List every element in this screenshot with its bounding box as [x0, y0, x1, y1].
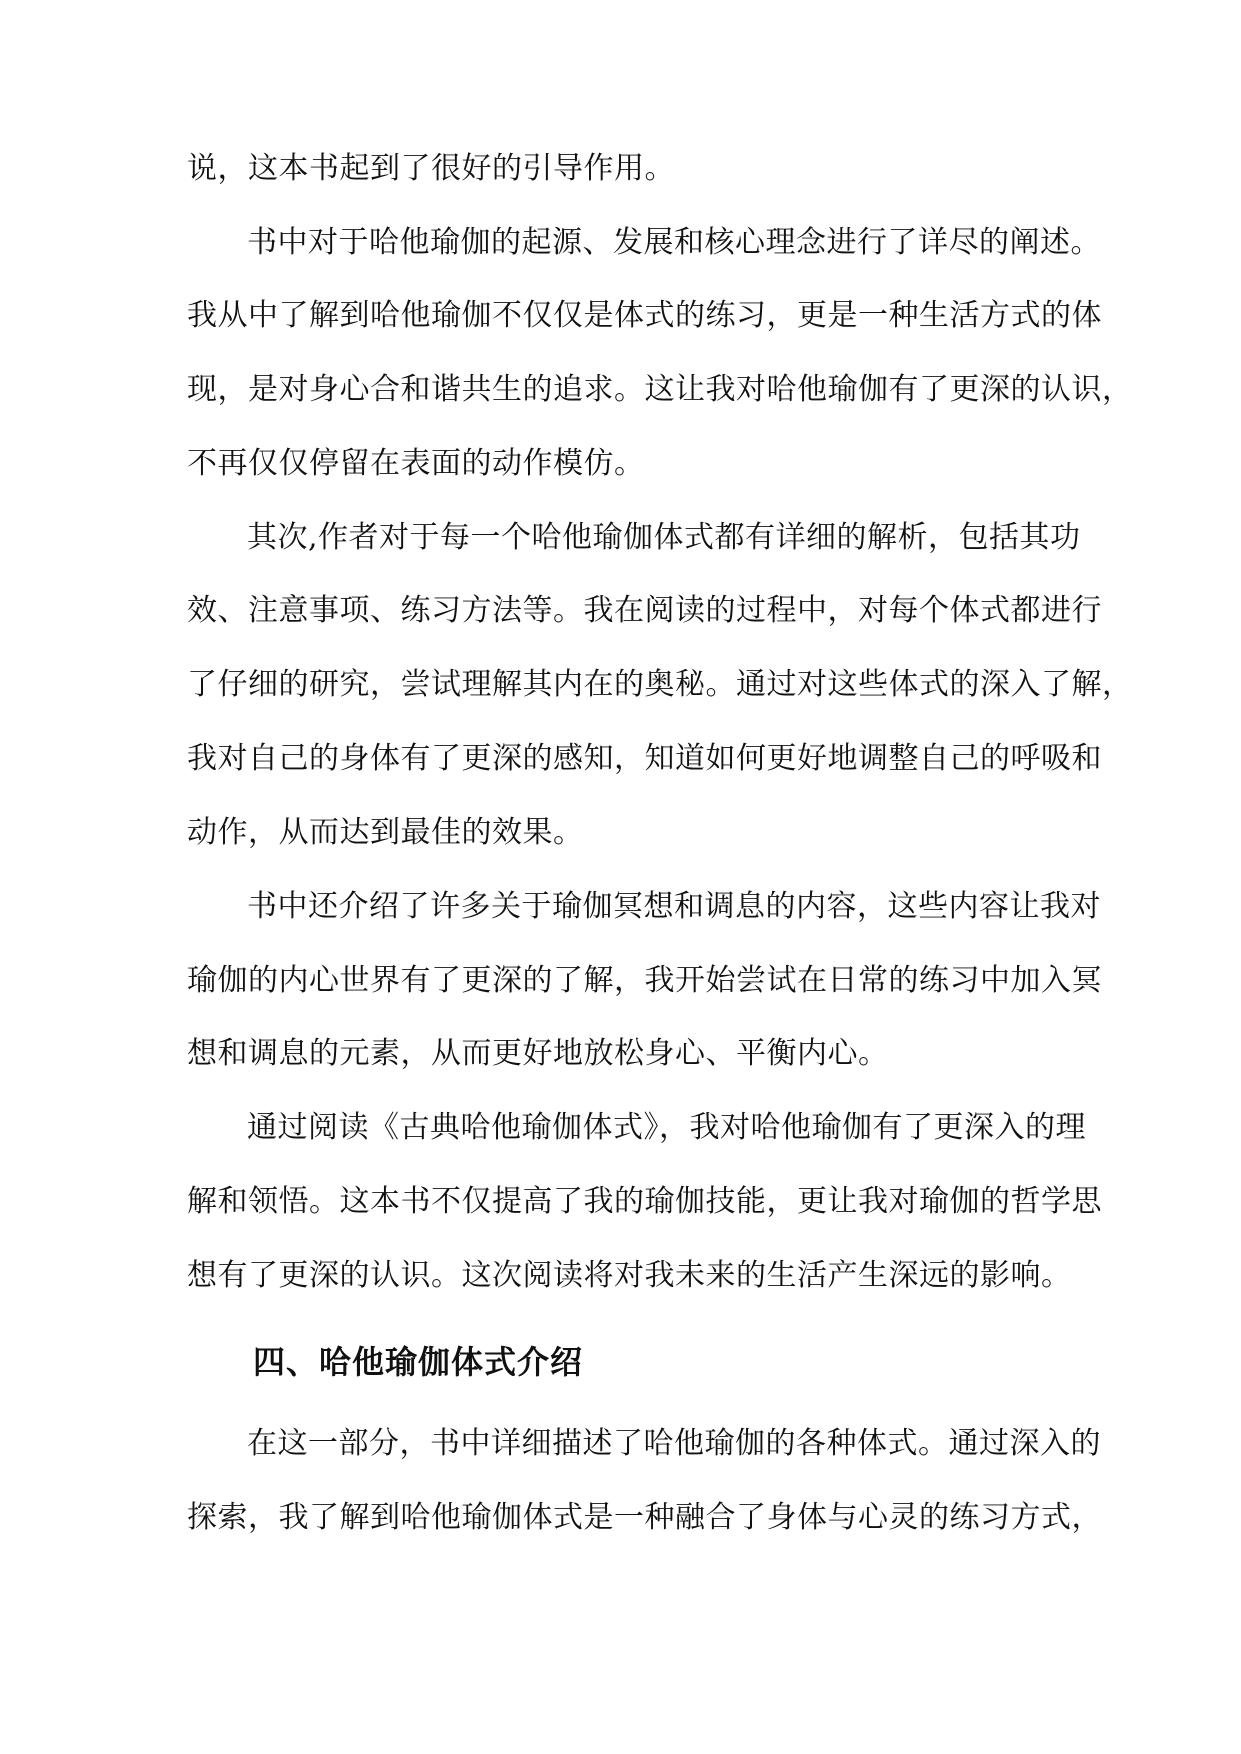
section-heading: 四、哈他瑜伽体式介绍 [253, 1343, 584, 1381]
paragraph-line: 效、注意事项、练习方法等。我在阅读的过程中，对每个体式都进行 [187, 593, 1102, 628]
paragraph-line: 现，是对身心合和谐共生的追求。这让我对哈他瑜伽有了更深的认识， [187, 372, 1133, 407]
paragraph-line: 解和领悟。这本书不仅提高了我的瑜伽技能，更让我对瑜伽的哲学思 [187, 1184, 1102, 1219]
paragraph-line: 其次,作者对于每一个哈他瑜伽体式都有详细的解析，包括其功 [247, 520, 1081, 555]
paragraph-line: 通过阅读《古典哈他瑜伽体式》，我对哈他瑜伽有了更深入的理 [247, 1110, 1086, 1145]
paragraph-line: 我对自己的身体有了更深的感知，知道如何更好地调整自己的呼吸和 [187, 741, 1102, 776]
paragraph-line: 想有了更深的认识。这次阅读将对我未来的生活产生深远的影响。 [187, 1258, 1072, 1293]
paragraph-line: 动作，从而达到最佳的效果。 [187, 815, 584, 850]
paragraph-line: 在这一部分，书中详细描述了哈他瑜伽的各种体式。通过深入的 [247, 1426, 1101, 1461]
paragraph-line: 书中还介绍了许多关于瑜伽冥想和调息的内容，这些内容让我对 [247, 889, 1101, 924]
paragraph-line: 不再仅仅停留在表面的动作模仿。 [187, 446, 645, 481]
paragraph-line: 我从中了解到哈他瑜伽不仅仅是体式的练习，更是一种生活方式的体 [187, 298, 1102, 333]
paragraph-line: 说，这本书起到了很好的引导作用。 [187, 151, 675, 186]
paragraph-line: 想和调息的元素，从而更好地放松身心、平衡内心。 [187, 1036, 889, 1071]
paragraph-line: 探索，我了解到哈他瑜伽体式是一种融合了身体与心灵的练习方式， [187, 1500, 1102, 1535]
paragraph-line: 瑜伽的内心世界有了更深的了解，我开始尝试在日常的练习中加入冥 [187, 963, 1102, 998]
paragraph-line: 了仔细的研究，尝试理解其内在的奥秘。通过对这些体式的深入了解， [187, 667, 1133, 702]
paragraph-line: 书中对于哈他瑜伽的起源、发展和核心理念进行了详尽的阐述。 [247, 225, 1101, 260]
